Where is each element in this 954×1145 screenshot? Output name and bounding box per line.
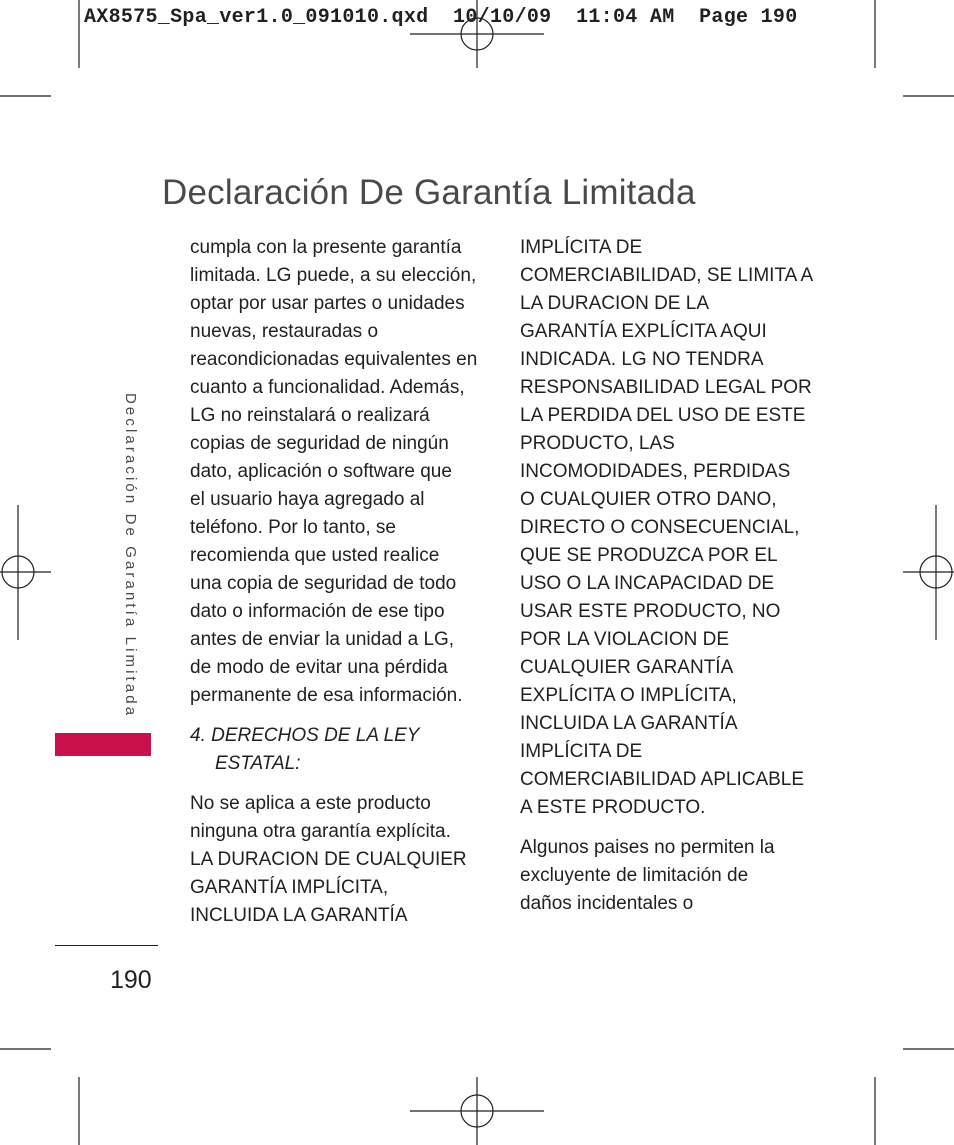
right-column: [520, 234, 820, 918]
footer-rule: [55, 945, 158, 946]
section-side-label: Declaración De Garantía Limitada: [122, 393, 139, 719]
right-paragraph-2: Algunos paises no permiten la excluyente de limitación de daños incidentales o: [520, 837, 775, 914]
left-paragraph-2: No se aplica a este producto ninguna otra garantía explícita. LA DURACION DE CUALQUIER GARANTÍA IMPLÍCITA, INCLUIDA LA GARANTÍA: [190, 793, 467, 926]
left-paragraph-1: cumpla con la presente garantía limitada. LG puede, a su elección, optar por usar partes o unidades nuevas, restauradas o reacondicionadas equivalentes en cuanto a funcionalidad. Además, LG no reinstalará o realizará copias de seguridad de ningún dato, aplicación o software que el usuario haya agregado al teléfono. Por lo tanto, se recomienda que usted realice una copia de seguridad de todo dato o información de ese tipo antes de enviar la unidad a LG, de modo de evitar una pérdida permanente de esa información.: [190, 237, 478, 706]
print-slug-line: AX8575_Spa_ver1.0_091010.qxd 10/10/09 11:04 AM Page 190: [84, 6, 798, 29]
page-number: 190: [110, 966, 152, 994]
left-column: [190, 234, 490, 930]
page-title: Declaración De Garantía Limitada: [162, 173, 696, 213]
section-heading: 4. DERECHOS DE LA LEY ESTATAL:: [190, 725, 420, 774]
section-accent-bar: [55, 733, 151, 756]
right-paragraph-1: IMPLÍCITA DE COMERCIABILIDAD, SE LIMITA A LA DURACION DE LA GARANTÍA EXPLÍCITA AQUI INDICADA. LG NO TENDRA RESPONSABILIDAD LEGAL POR LA PERDIDA DEL USO DE ESTE PRODUCTO, LAS INCOMODIDADES, PERDIDAS O CUALQUIER OTRO DANO, DIRECTO O CONSECUENCIAL, QUE SE PRODUZCA POR EL USO O LA INCAPACIDAD DE USAR ESTE PRODUCTO, NO POR LA VIOLACION DE CUALQUIER GARANTÍA EXPLÍCITA O IMPLÍCITA, INCLUIDA LA GARANTÍA IMPLÍCITA DE COMERCIABILIDAD APLICABLE A ESTE PRODUCTO.: [520, 237, 814, 818]
